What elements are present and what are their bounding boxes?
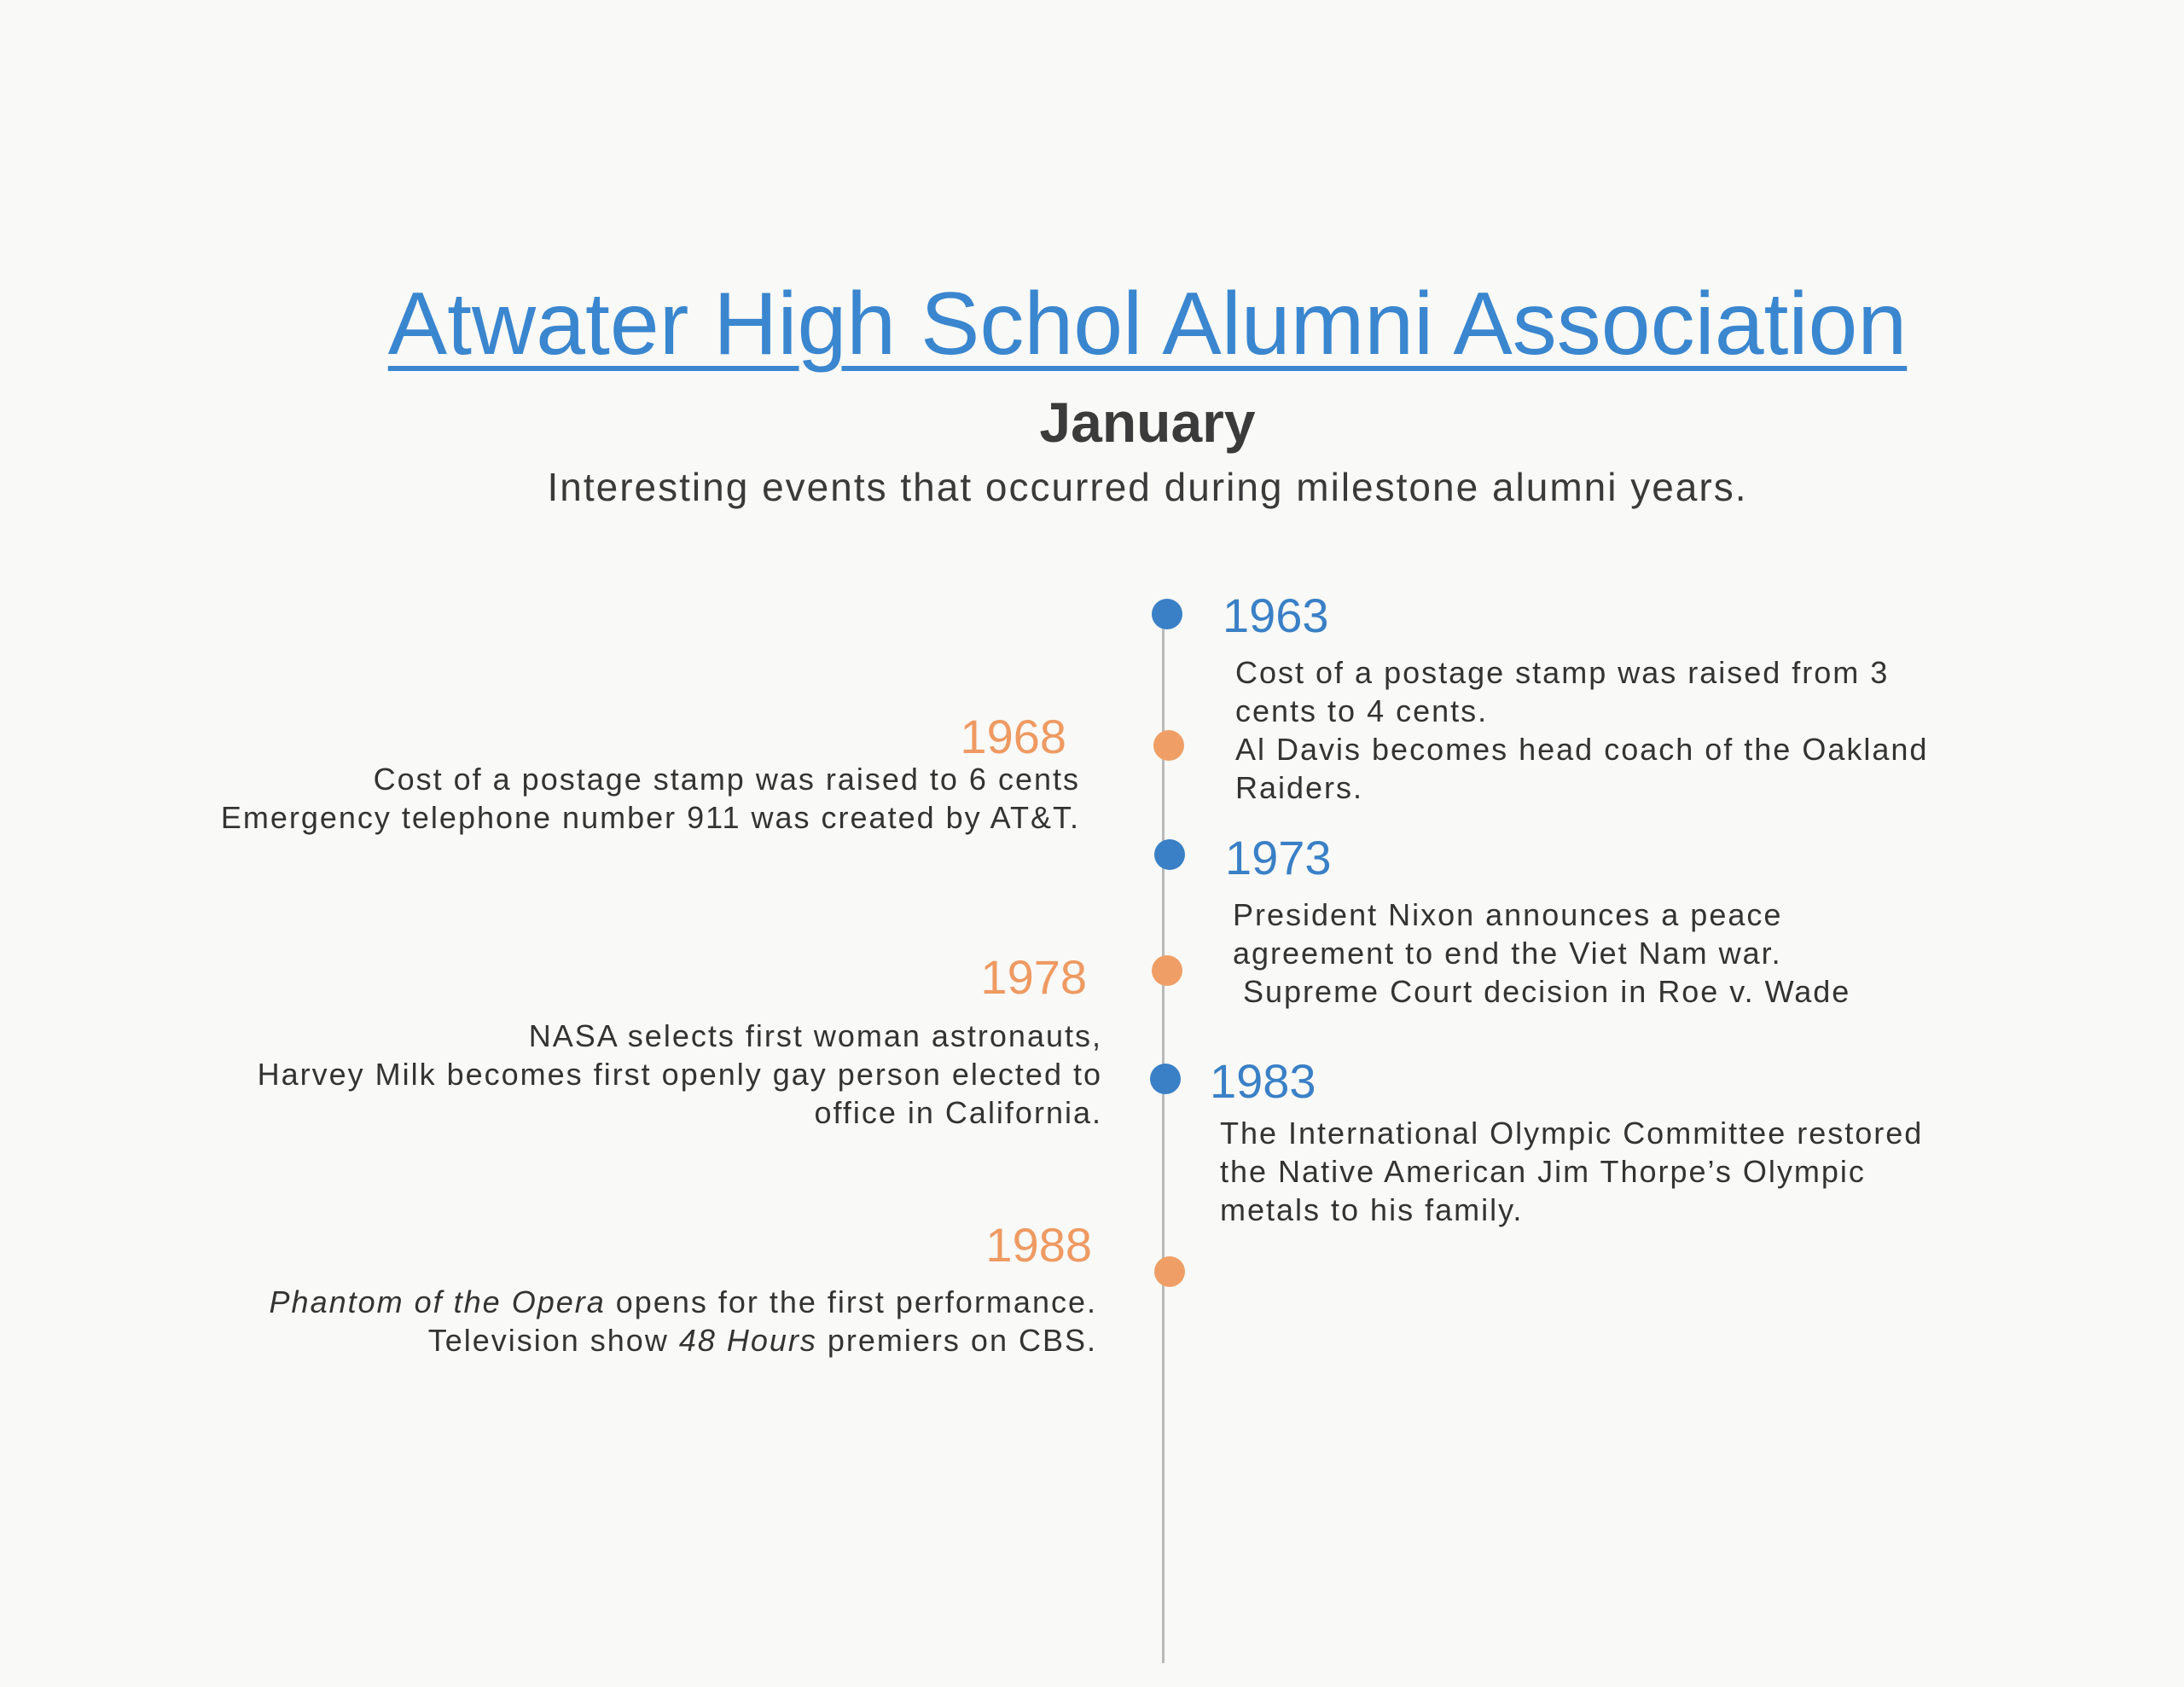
month-heading: January bbox=[1039, 391, 1256, 454]
event-line: Supreme Court decision in Roe v. Wade bbox=[1233, 974, 1851, 1009]
event-title-italic: Phantom of the Opera bbox=[269, 1284, 606, 1319]
timeline-dot-1973 bbox=[1154, 839, 1185, 870]
timeline-dot-1983 bbox=[1150, 1064, 1181, 1094]
event-line: Al Davis becomes head coach of the Oakland bbox=[1235, 732, 1929, 767]
event-line: cents to 4 cents. bbox=[1235, 693, 1489, 728]
timeline-dot-1968 bbox=[1153, 730, 1184, 761]
event-line: NASA selects first woman astronauts, bbox=[528, 1018, 1102, 1053]
page-subtitle: Interesting events that occurred during milestone alumni years. bbox=[547, 465, 1748, 509]
event-line bbox=[270, 1321, 1097, 1359]
event-line: The International Olympic Committee restored bbox=[1220, 1116, 1924, 1151]
event-line: office in California. bbox=[814, 1095, 1102, 1130]
event-line: agreement to end the Viet Nam war. bbox=[1233, 936, 1782, 971]
event-line: Raiders. bbox=[1235, 770, 1364, 805]
year-1978: 1978 bbox=[980, 950, 1087, 1004]
year-1968: 1968 bbox=[960, 710, 1066, 763]
events-1978 bbox=[258, 1017, 1102, 1132]
events-1973 bbox=[1233, 896, 1850, 1011]
timeline-dot-1978 bbox=[1152, 955, 1182, 986]
event-line: the Native American Jim Thorpe’s Olympic bbox=[1220, 1154, 1866, 1189]
event-line: Emergency telephone number 911 was created by AT&T. bbox=[220, 800, 1080, 835]
event-text: opens for the first performance. bbox=[605, 1284, 1097, 1319]
events-1963 bbox=[1235, 653, 1928, 807]
timeline-dot-1988 bbox=[1154, 1256, 1185, 1287]
timeline-dot-1963 bbox=[1152, 599, 1182, 629]
events-1983 bbox=[1220, 1114, 1923, 1229]
event-line bbox=[270, 1283, 1097, 1321]
events-1968 bbox=[221, 760, 1080, 837]
events-1988 bbox=[270, 1283, 1097, 1359]
timeline-axis bbox=[1162, 612, 1165, 1663]
event-line: President Nixon announces a peace bbox=[1233, 897, 1783, 932]
year-1973: 1973 bbox=[1225, 831, 1332, 884]
event-text: Television show bbox=[427, 1323, 679, 1358]
event-line: Harvey Milk becomes first openly gay person elected to bbox=[257, 1057, 1102, 1092]
year-1988: 1988 bbox=[985, 1218, 1092, 1272]
event-line: Cost of a postage stamp was raised from 3 bbox=[1235, 655, 1890, 690]
year-1963: 1963 bbox=[1223, 588, 1329, 642]
event-line: metals to his family. bbox=[1220, 1192, 1524, 1227]
event-line: Cost of a postage stamp was raised to 6 cents bbox=[373, 762, 1080, 797]
event-title-italic: 48 Hours bbox=[678, 1323, 817, 1358]
year-1983: 1983 bbox=[1210, 1054, 1316, 1108]
page-title: Atwater High Schol Alumni Association bbox=[387, 275, 1908, 374]
event-text: premiers on CBS. bbox=[816, 1323, 1097, 1358]
